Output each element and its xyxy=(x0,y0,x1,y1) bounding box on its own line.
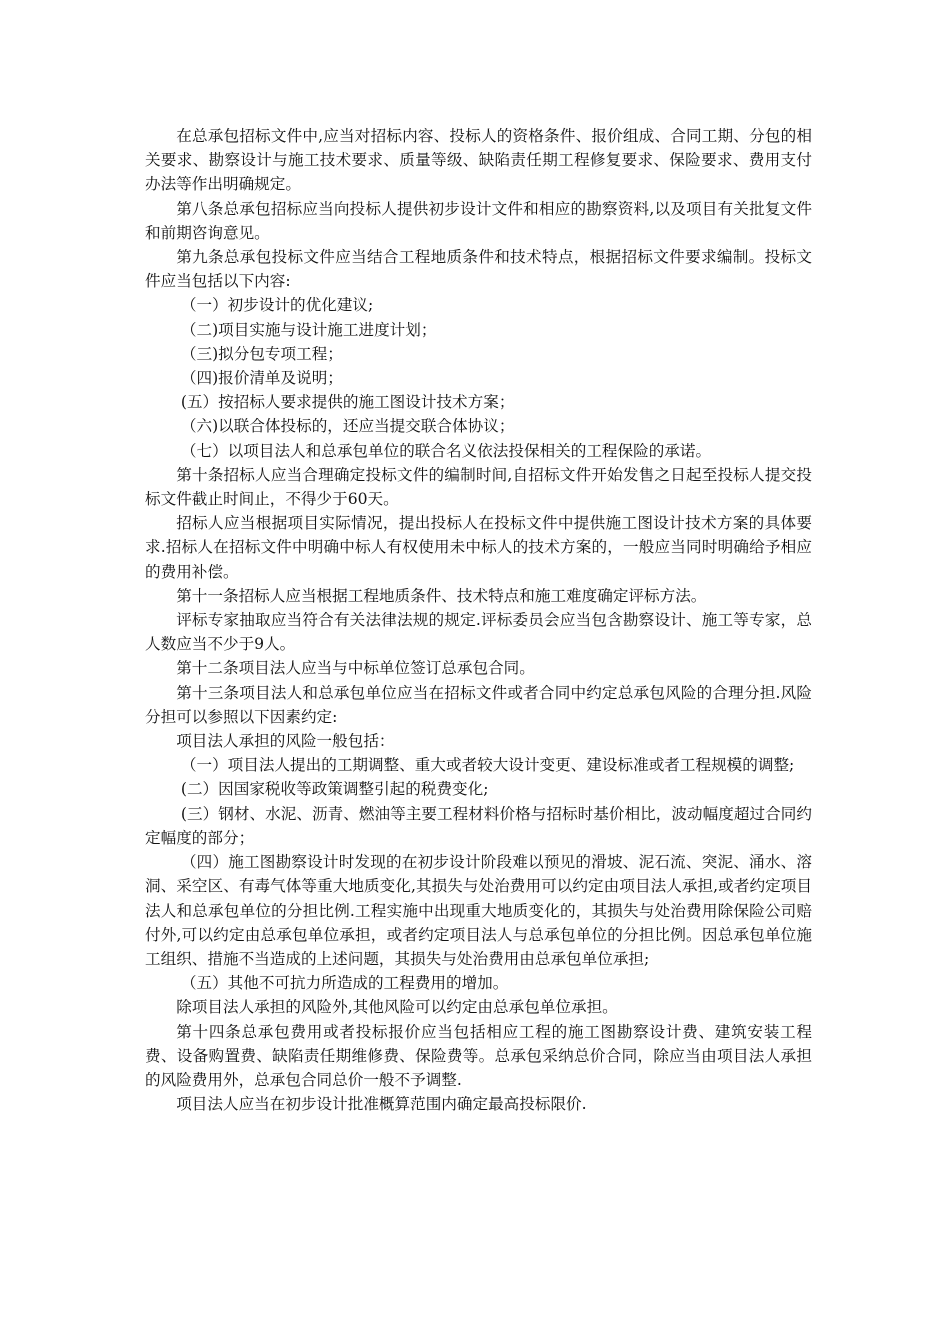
paragraph-max-bid-price: 项目法人应当在初步设计批准概算范围内确定最高投标限价. xyxy=(176,1095,587,1114)
list-item: （四)报价清单及说明； xyxy=(180,369,343,388)
article-12: 第十二条项目法人应当与中标单位签订总承包合同。 xyxy=(176,659,535,678)
article-11: 第十一条招标人应当根据工程地质条件、技术特点和施工难度确定评标方法。 xyxy=(176,586,707,605)
list-item: （三)拟分包专项工程； xyxy=(180,344,343,363)
list-item: （五）其他不可抗力所造成的工程费用的增加。 xyxy=(180,974,509,993)
list-item: （一）初步设计的优化建议; xyxy=(180,296,374,315)
list-item: （二)项目实施与设计施工进度计划； xyxy=(180,320,437,339)
paragraph-evaluation-experts: 评标专家抽取应当符合有关法律法规的规定.评标委员会应当包含勘察设计、施工等专家，总人数应当不少于9人。 xyxy=(145,611,812,654)
list-item: （六)以联合体投标的，还应当提交联合体协议； xyxy=(180,417,515,436)
document-body xyxy=(145,124,812,1116)
article-8: 第八条总承包招标应当向投标人提供初步设计文件和相应的勘察资料,以及项目有关批复文件和前期咨询意见。 xyxy=(145,199,812,242)
article-13: 第十三条项目法人和总承包单位应当在招标文件或者合同中约定总承包风险的合理分担.风险分担可以参照以下因素约定: xyxy=(145,683,812,726)
list-item: (五）按招标人要求提供的施工图设计技术方案； xyxy=(180,393,515,412)
article-9: 第九条总承包投标文件应当结合工程地质条件和技术特点，根据招标文件要求编制。投标文件应当包括以下内容: xyxy=(145,248,812,291)
paragraph-owner-risks: 项目法人承担的风险一般包括： xyxy=(176,732,395,751)
article-10: 第十条招标人应当合理确定投标文件的编制时间,自招标文件开始发售之日起至投标人提交投标文件截止时间止，不得少于60天。 xyxy=(145,465,812,509)
list-item: （四）施工图勘察设计时发现的在初步设计阶段难以预见的滑坡、泥石流、突泥、涌水、溶洞、采空区、有毒气体等重大地质变化,其损失与处治费用可以约定由项目法人承担,或者约定项目法人和总承包单位的分担比例.工程实施中出现重大地质变化的，其损失与处治费用除保险公司赔付外,可以约定由总承包单位承担，或者约定项目法人与总承包单位的分担比例。因总承包单位施工组织、措施不当造成的上述问题，其损失与处治费用由总承包单位承担; xyxy=(145,853,812,968)
paragraph-general-provisions: 在总承包招标文件中,应当对招标内容、投标人的资格条件、报价组成、合同工期、分包的相关要求、勘察设计与施工技术要求、质量等级、缺陷责任期工程修复要求、保险要求、费用支付办法等作出明确规定。 xyxy=(145,127,812,194)
list-item: （一）项目法人提出的工期调整、重大或者较大设计变更、建设标准或者工程规模的调整; xyxy=(180,756,795,775)
list-item: (三）钢材、水泥、沥青、燃油等主要工程材料价格与招标时基价相比，波动幅度超过合同约定幅度的部分； xyxy=(145,804,812,847)
article-14: 第十四条总承包费用或者投标报价应当包括相应工程的施工图勘察设计费、建筑安装工程费、设备购置费、缺陷责任期维修费、保险费等。总承包采纳总价合同，除应当由项目法人承担的风险费用外，总承包合同总价一般不予调整. xyxy=(145,1022,812,1089)
paragraph-contractor-risks: 除项目法人承担的风险外,其他风险可以约定由总承包单位承担。 xyxy=(176,998,618,1017)
list-item: （七）以项目法人和总承包单位的联合名义依法投保相关的工程保险的承诺。 xyxy=(180,441,712,460)
paragraph-technical-proposal: 招标人应当根据项目实际情况，提出投标人在投标文件中提供施工图设计技术方案的具体要求.招标人在招标文件中明确中标人有权使用未中标人的技术方案的，一般应当同时明确给予相应的费用补偿。 xyxy=(145,514,812,581)
list-item: (二）因国家税收等政策调整引起的税费变化; xyxy=(180,780,489,799)
